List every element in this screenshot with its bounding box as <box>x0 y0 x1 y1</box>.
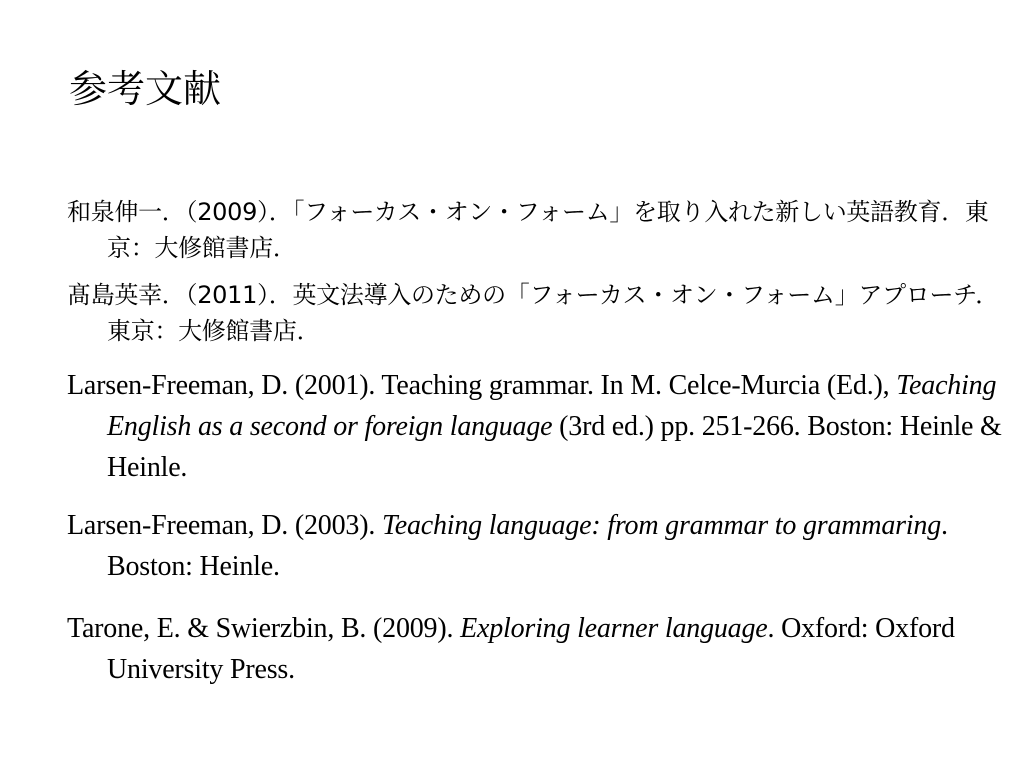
reference-text: Tarone, E. & Swierzbin, B. (2009). <box>67 613 461 644</box>
reference-title-italic: Teaching English as a second or foreign language <box>107 370 997 442</box>
reference-text: . Oxford: Oxford University Press. <box>107 613 955 685</box>
reference-item <box>67 365 1011 488</box>
reference-title-italic: Teaching language: from grammar to grammaring <box>381 510 941 541</box>
reference-item: 和泉伸一．（2009）．「フォーカス・オン・フォーム」を取り入れた新しい英語教育．東京：大修館書店． <box>67 198 989 262</box>
reference-text: (3rd ed.) pp. 251-266. Boston: Heinle & Heinle. <box>107 411 1002 483</box>
reference-item <box>67 505 1011 587</box>
reference-list <box>67 194 1011 690</box>
reference-text: . Boston: Heinle. <box>107 510 948 582</box>
reference-title-italic: Exploring learner language <box>460 613 768 644</box>
reference-item: 髙島英幸．（2011）．英文法導入のための「フォーカス・オン・フォーム」アプローチ．東京：大修館書店． <box>67 281 999 345</box>
reference-text: Larsen-Freeman, D. (2003). <box>67 510 382 541</box>
slide-title: 参考文献 <box>69 67 222 111</box>
reference-text: Larsen-Freeman, D. (2001). Teaching grammar. In M. Celce-Murcia (Ed.), <box>67 370 897 401</box>
reference-item <box>67 608 1011 690</box>
